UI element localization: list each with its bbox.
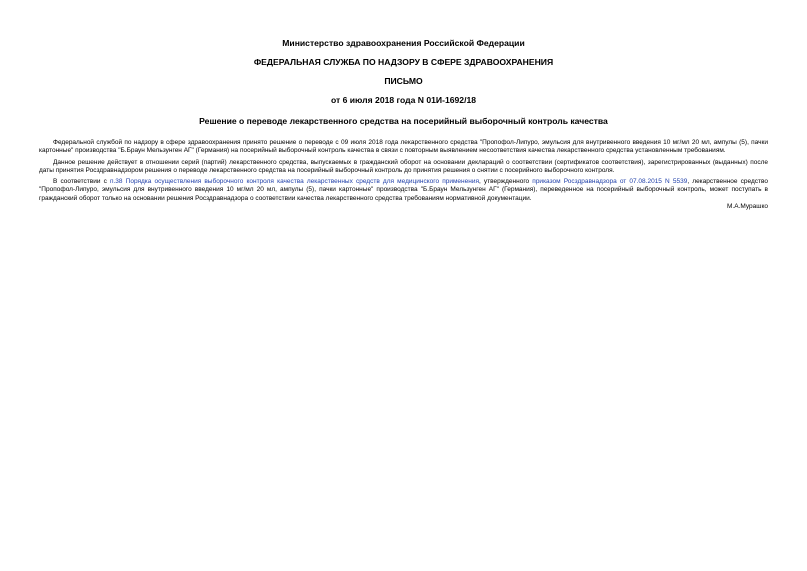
document-type: ПИСЬМО: [384, 76, 423, 86]
paragraph-3-start: В соответствии с: [53, 178, 110, 186]
signature: М.А.Мурашко: [726, 203, 768, 211]
paragraph-3-mid: , утвержденного: [479, 178, 533, 186]
service-heading: ФЕДЕРАЛЬНАЯ СЛУЖБА ПО НАДЗОРУ В СФЕРЕ ЗДРАВООХРАНЕНИЯ: [253, 57, 554, 67]
document-date-number: от 6 июля 2018 года N 01И-1692/18: [330, 95, 477, 105]
paragraph-1: Федеральной службой по надзору в сфере здравоохранения принято решение о переводе с 09 июля 2018 года лекарственного средства "Пропофол-Липуро, эмульсия для внутривенного введения 10 мг/мл 20 мл, ампулы (5), пачки картонные" производства "Б.Браун Мельзунген АГ" (Германия) на посерийный выборочный контроль качества в связи с повторным выявлением несоответствия качества лекарственного средства установленным требованиям.: [39, 139, 768, 155]
ministry-heading: Министерство здравоохранения Российской Федерации: [282, 38, 525, 48]
procedure-link[interactable]: п.38 Порядка осуществления выборочного контроля качества лекарственных средств для медицинского применения: [109, 178, 479, 186]
order-link[interactable]: приказом Росздравнадзора от 07.08.2015 N 5539: [532, 178, 688, 186]
document-subject: Решение о переводе лекарственного средства на посерийный выборочный контроль качества: [199, 116, 608, 126]
paragraph-3: [39, 178, 768, 203]
document-body: [39, 139, 768, 211]
paragraph-2: Данное решение действует в отношении серий (партий) лекарственного средства, выпускаемых в гражданский оборот на основании деклараций о соответствии (сертификатов соответствия), зарегистрированных (выданных) после даты принятия Росздравнадзором решения о переводе лекарственного средства на посерийный выборочный контроль до принятия решения о снятии с посерийного выборочного контроля.: [39, 158, 768, 174]
paragraph-3-end: , лекарственное средство "Пропофол-Липуро, эмульсия для внутривенного введения 10 мг/мл 20 мл, ампулы (5), пачки картонные" производства "Б.Браун Мельзунген АГ" (Германия), переведенное на посерийный выборочный контроль, может поступать в гражданский оборот только на основании решения Росздравнадзора о соответствии качества лекарственного средства требованиям нормативной документации.: [39, 178, 769, 202]
